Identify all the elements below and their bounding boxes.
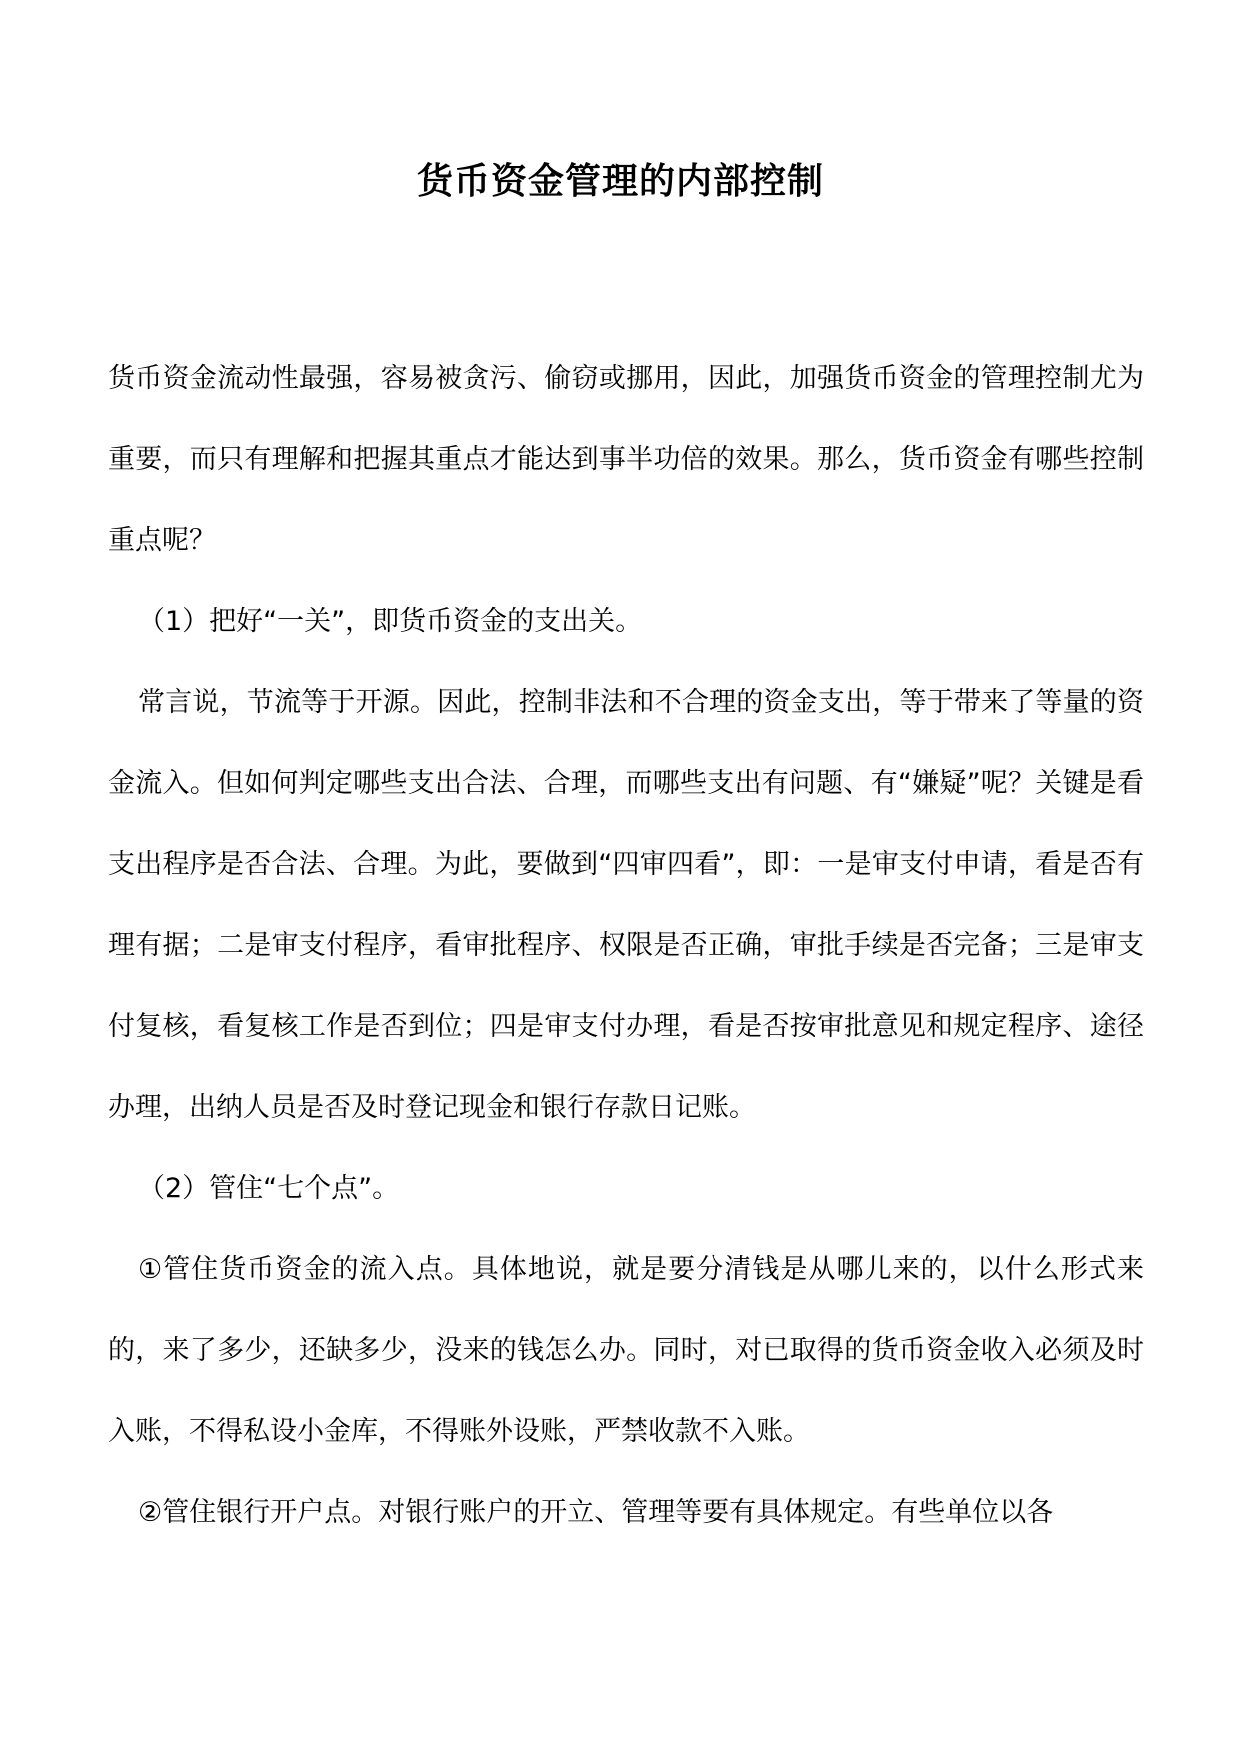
document-title: 货币资金管理的内部控制 — [416, 161, 824, 202]
document-body — [108, 338, 1144, 1553]
paragraph-intro: 货币资金流动性最强，容易被贪污、偷窃或挪用，因此，加强货币资金的管理控制尤为重要，而只有理解和把握其重点才能达到事半功倍的效果。那么，货币资金有哪些控制重点呢？ — [108, 363, 1144, 556]
paragraph-heading-1: （1）把好“一关”，即货币资金的支出关。 — [138, 606, 643, 637]
paragraph-heading-2: （2）管住“七个点”。 — [138, 1173, 400, 1204]
paragraph-bank-account-point: ②管住银行开户点。对银行账户的开立、管理等要有具体规定。有些单位以各 — [138, 1497, 1054, 1528]
paragraph-inflow-point: ①管住货币资金的流入点。具体地说，就是要分清钱是从哪儿来的，以什么形式来的，来了多少，还缺多少，没来的钱怎么办。同时，对已取得的货币资金收入必须及时入账，不得私设小金库，不得账外设账，严禁收款不入账。 — [108, 1254, 1144, 1447]
paragraph-expenditure: 常言说，节流等于开源。因此，控制非法和不合理的资金支出，等于带来了等量的资金流入。但如何判定哪些支出合法、合理，而哪些支出有问题、有“嫌疑”呢？关键是看支出程序是否合法、合理。为此，要做到“四审四看”，即：一是审支付申请，看是否有理有据；二是审支付程序，看审批程序、权限是否正确，审批手续是否完备；三是审支付复核，看复核工作是否到位；四是审支付办理，看是否按审批意见和规定程序、途径办理，出纳人员是否及时登记现金和银行存款日记账。 — [108, 687, 1144, 1123]
